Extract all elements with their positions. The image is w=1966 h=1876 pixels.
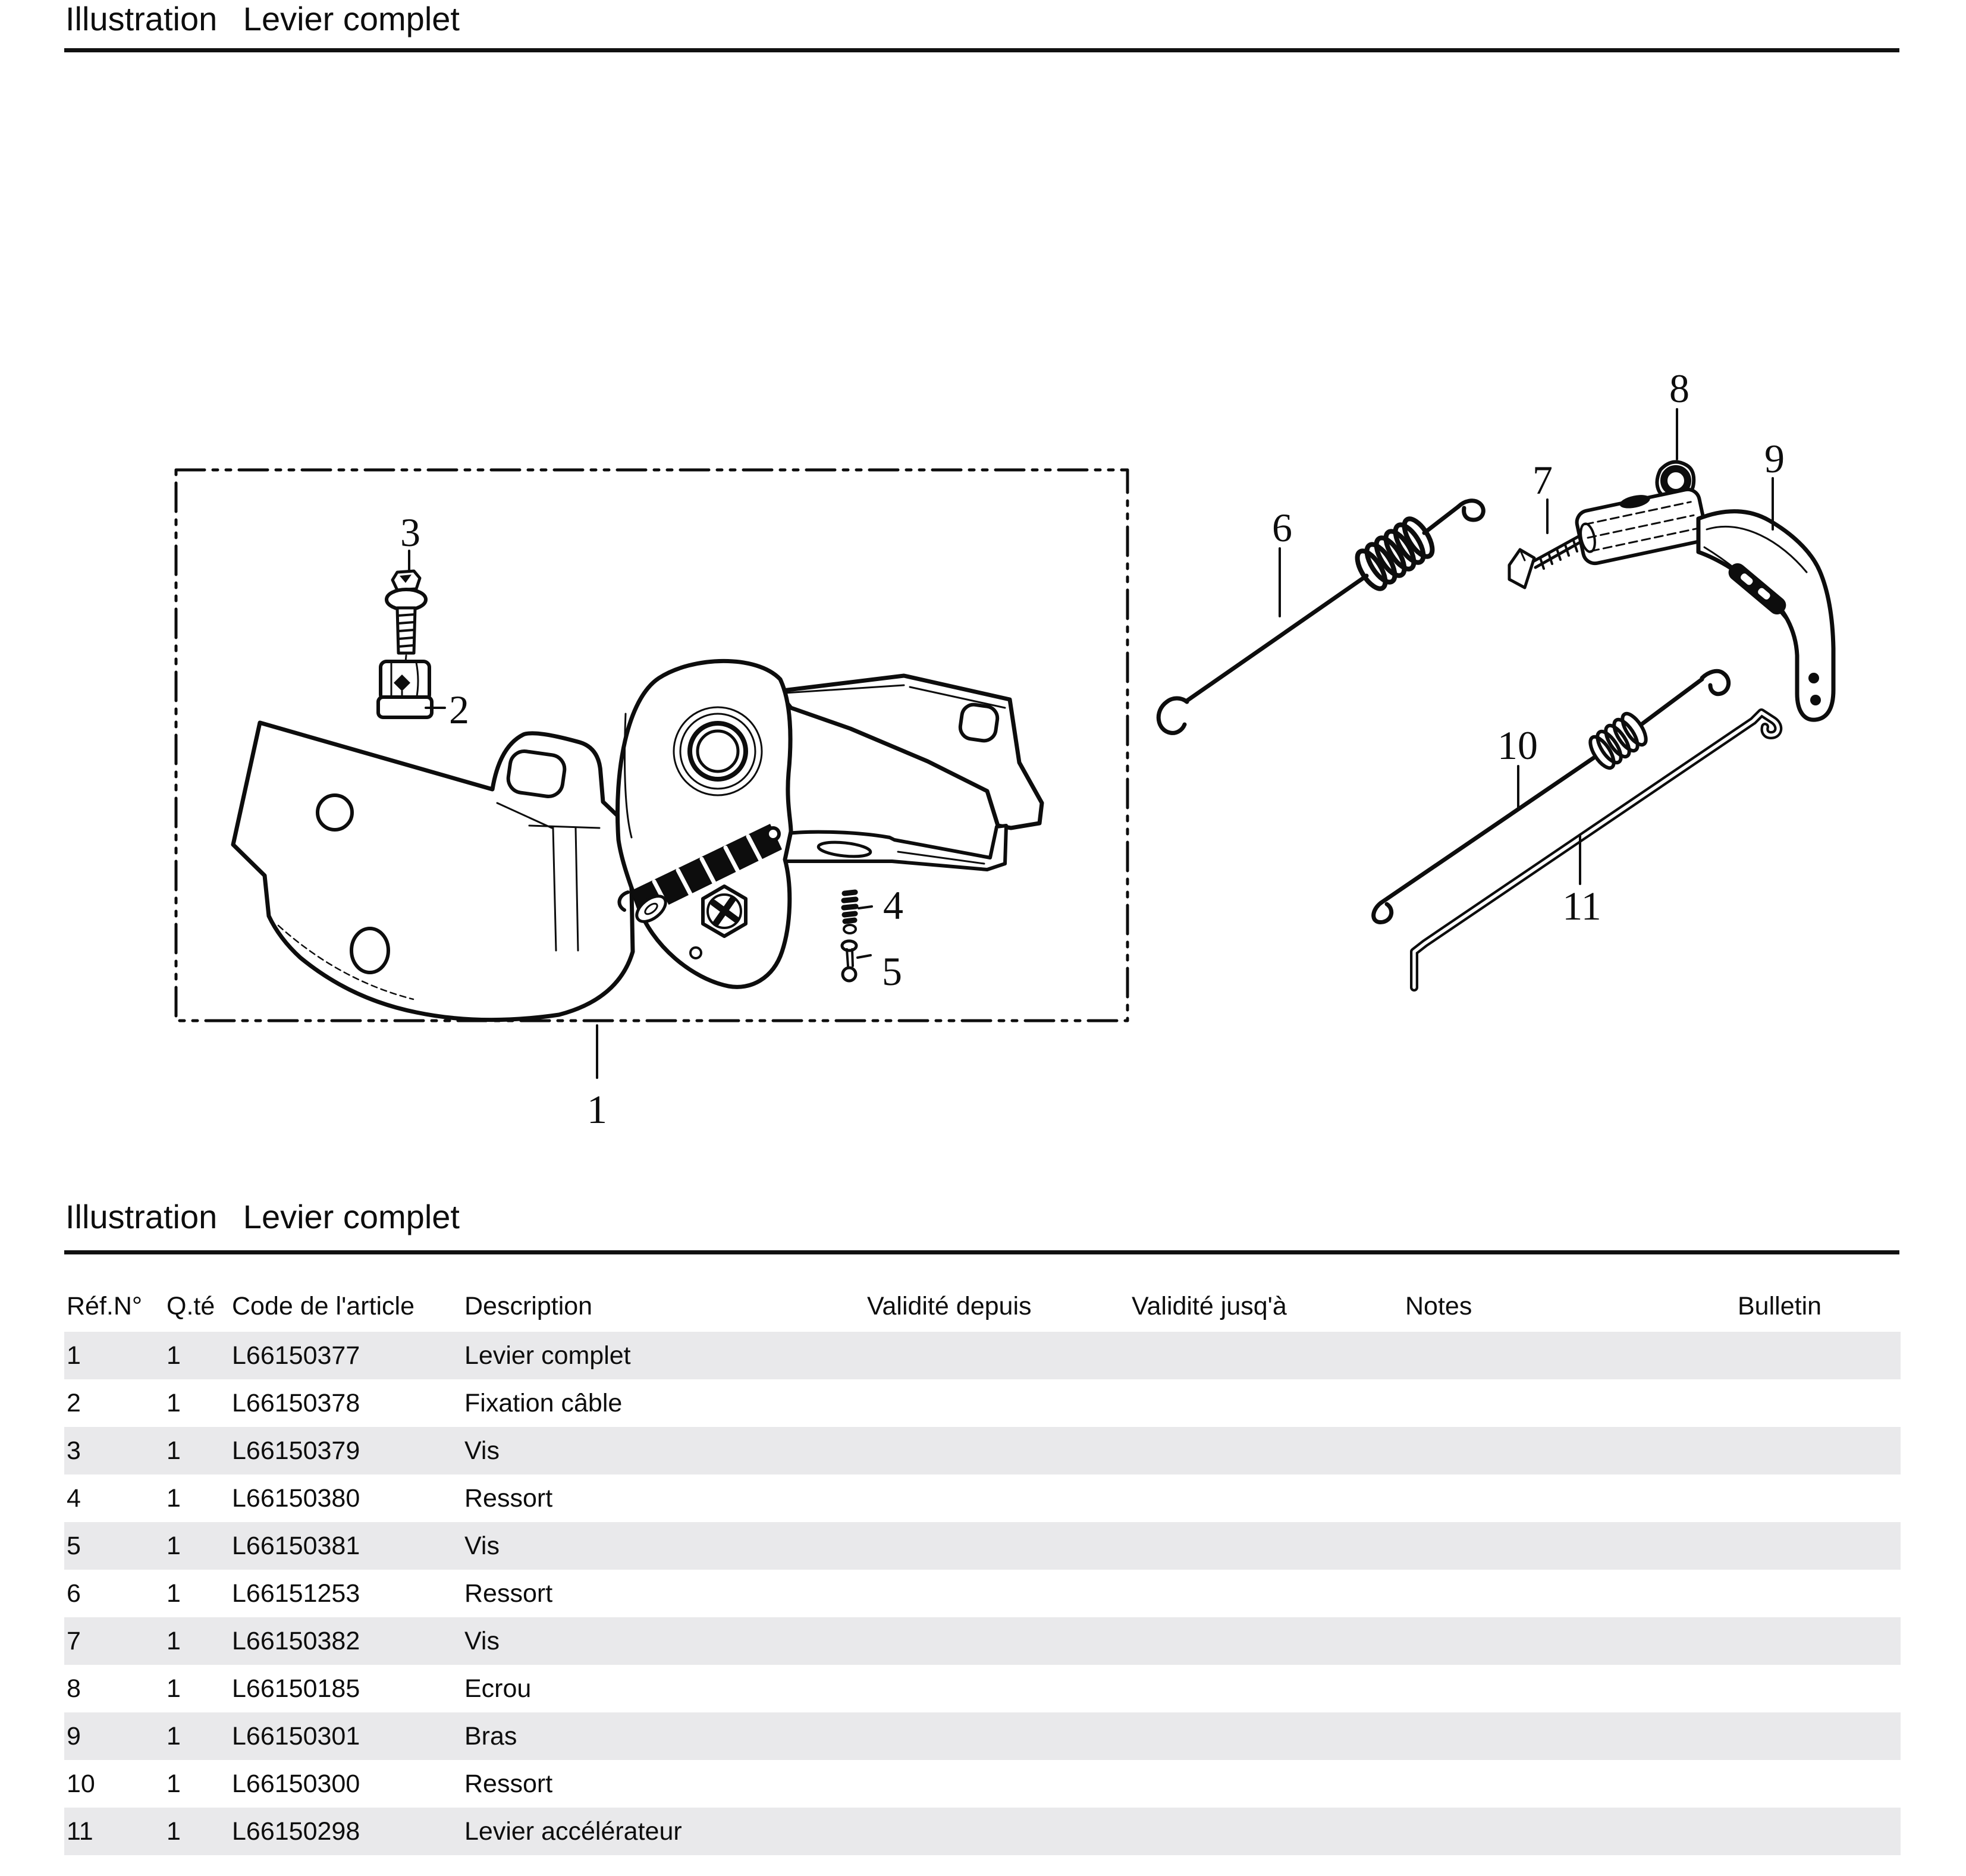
part-7-vis: [1509, 535, 1582, 588]
cell-ref: 10: [67, 1770, 95, 1798]
cell-code: L66150298: [232, 1817, 360, 1846]
col-qty: Q.té: [167, 1292, 215, 1320]
cell-qty: 1: [167, 1817, 181, 1846]
page-title-label: Illustration: [65, 0, 218, 37]
table-row: [64, 1808, 1901, 1855]
callout-2: 2: [449, 687, 469, 732]
part-levier-plate: [233, 723, 633, 1020]
cell-ref: 1: [67, 1341, 81, 1370]
cell-description: Fixation câble: [464, 1389, 623, 1417]
table-row: [64, 1522, 1901, 1570]
cell-code: L66151253: [232, 1579, 360, 1608]
section-title-subject: Levier complet: [243, 1198, 460, 1235]
cell-ref: 3: [67, 1436, 81, 1465]
part-11-levier-accelerateur: [1414, 713, 1778, 987]
cell-qty: 1: [167, 1722, 181, 1750]
callout-6: 6: [1272, 505, 1292, 550]
cell-description: Vis: [464, 1627, 500, 1655]
part-lever-body: [617, 661, 791, 987]
part-bracket-slab: [778, 676, 1042, 828]
cell-code: L66150379: [232, 1436, 360, 1465]
cell-code: L66150377: [232, 1341, 360, 1370]
section-title: [65, 1198, 460, 1236]
col-description: Description: [464, 1292, 593, 1320]
cell-description: Ressort: [464, 1579, 553, 1608]
cell-description: Levier accélérateur: [464, 1817, 682, 1846]
cell-qty: 1: [167, 1674, 181, 1703]
cell-qty: 1: [167, 1484, 181, 1513]
table-row: [64, 1475, 1901, 1522]
part-slotted-arm: [783, 826, 1006, 870]
cell-description: Bras: [464, 1722, 517, 1750]
cell-ref: 4: [67, 1484, 81, 1513]
cell-ref: 9: [67, 1722, 81, 1750]
table-row: [64, 1712, 1901, 1760]
col-code: Code de l'article: [232, 1292, 414, 1320]
col-bulletin: Bulletin: [1738, 1292, 1822, 1320]
callout-3: 3: [400, 510, 420, 555]
table-row: [64, 1617, 1901, 1665]
cell-ref: 8: [67, 1674, 81, 1703]
col-notes: Notes: [1405, 1292, 1472, 1320]
callout-8: 8: [1669, 366, 1689, 411]
cell-description: Vis: [464, 1532, 500, 1560]
page-title-subject: Levier complet: [243, 0, 460, 37]
section-title-label: Illustration: [65, 1198, 218, 1235]
callout-7: 7: [1532, 457, 1553, 503]
cell-code: L66150382: [232, 1627, 360, 1655]
table-row: [64, 1665, 1901, 1712]
part-2-fixation-cable: [378, 661, 432, 717]
cell-ref: 11: [67, 1817, 93, 1846]
section-divider: [64, 1250, 1899, 1254]
callout-5: 5: [882, 949, 902, 994]
parts-table-header: [64, 1285, 1901, 1328]
table-row: [64, 1379, 1901, 1427]
part-4-ressort: [844, 892, 856, 933]
callout-11: 11: [1562, 883, 1601, 928]
callout-1: 1: [587, 1087, 607, 1132]
col-validity-from: Validité depuis: [867, 1292, 1032, 1320]
callout-10: 10: [1497, 723, 1538, 768]
cell-qty: 1: [167, 1341, 181, 1370]
table-row: [64, 1570, 1901, 1617]
cell-qty: 1: [167, 1436, 181, 1465]
part-10-ressort: [1374, 671, 1729, 922]
cell-ref: 5: [67, 1532, 81, 1560]
cell-code: L66150380: [232, 1484, 360, 1513]
cell-qty: 1: [167, 1389, 181, 1417]
cell-description: Vis: [464, 1436, 500, 1465]
cell-description: Ressort: [464, 1770, 553, 1798]
part-6-ressort: [1158, 501, 1483, 733]
col-validity-to: Validité jusq'à: [1132, 1292, 1287, 1320]
phillips-screw: [703, 886, 746, 936]
cell-qty: 1: [167, 1627, 181, 1655]
table-row: [64, 1332, 1901, 1379]
callout-9: 9: [1764, 436, 1785, 481]
cell-code: L66150301: [232, 1722, 360, 1750]
part-5-vis: [842, 941, 856, 981]
col-ref: Réf.N°: [67, 1292, 143, 1320]
cell-ref: 6: [67, 1579, 81, 1608]
part-9-bras: [1574, 482, 1833, 720]
cell-ref: 7: [67, 1627, 81, 1655]
callout-4: 4: [883, 883, 903, 928]
cell-description: Ecrou: [464, 1674, 532, 1703]
cell-code: L66150185: [232, 1674, 360, 1703]
cell-qty: 1: [167, 1770, 181, 1798]
cell-description: Ressort: [464, 1484, 553, 1513]
cell-code: L66150378: [232, 1389, 360, 1417]
cell-qty: 1: [167, 1579, 181, 1608]
cell-qty: 1: [167, 1532, 181, 1560]
cell-code: L66150300: [232, 1770, 360, 1798]
cell-description: Levier complet: [464, 1341, 631, 1370]
cell-code: L66150381: [232, 1532, 360, 1560]
cell-ref: 2: [67, 1389, 81, 1417]
table-row: [64, 1427, 1901, 1475]
table-row: [64, 1760, 1901, 1808]
callout-numbers: [400, 366, 1785, 1132]
